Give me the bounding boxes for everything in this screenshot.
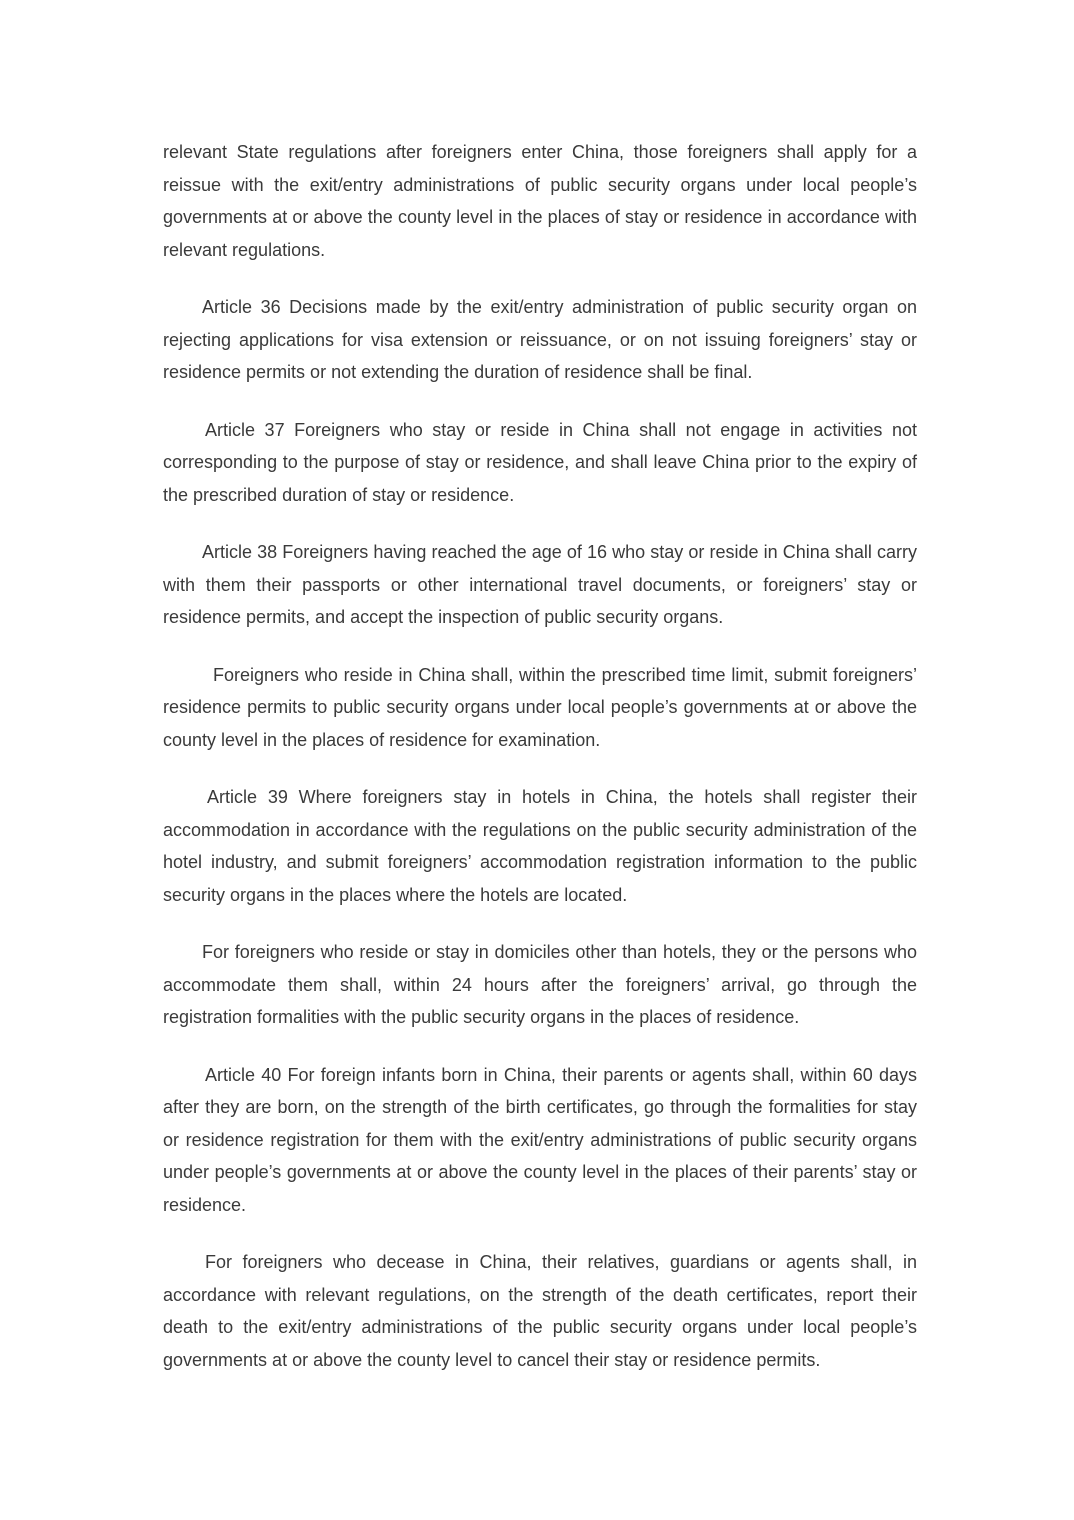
paragraph-domiciles: For foreigners who reside or stay in domiciles other than hotels, they or the persons who accommodate them shall, within 24 hours after the foreigners’ arrival, go through the registration formalities with the public security organs in the places of residence. bbox=[163, 942, 917, 1027]
paragraph-residence-permits: Foreigners who reside in China shall, within the prescribed time limit, submit foreigners’ residence permits to public security organs under local people’s governments at or above the county level in the places of residence for examination. bbox=[163, 664, 917, 750]
paragraph-article-37: Article 37 Foreigners who stay or reside in China shall not engage in activities not corresponding to the purpose of stay or residence, and shall leave China prior to the expiry of the prescribed duration of stay or residence. bbox=[163, 419, 917, 505]
paragraph-continuation: relevant State regulations after foreigners enter China, those foreigners shall apply for a reissue with the exit/entry administrations of public security organs under local people’s governments at or above the county level in the places of stay or residence in accordance with relevant regulations. bbox=[163, 142, 917, 260]
document-page bbox=[163, 136, 917, 1401]
paragraph-deceased: For foreigners who decease in China, their relatives, guardians or agents shall, in accordance with relevant regulations, on the strength of the death certificates, report their death to the exit/entry administrations of the public security organs under local people’s governments at or above the county level to cancel their stay or residence permits. bbox=[163, 1252, 917, 1370]
paragraph-article-40: Article 40 For foreign infants born in China, their parents or agents shall, within 60 days after they are born, on the strength of the birth certificates, go through the formalities for stay or residence registration for them with the exit/entry administrations of public security organs under people’s governments at or above the county level in the places of their parents’ stay or residence. bbox=[163, 1064, 917, 1215]
paragraph-article-36: Article 36 Decisions made by the exit/entry administration of public security organ on rejecting applications for visa extension or reissuance, or on not issuing foreigners’ stay or residence permits or not extending the duration of residence shall be final. bbox=[163, 297, 917, 382]
paragraph-article-38: Article 38 Foreigners having reached the age of 16 who stay or reside in China shall carry with them their passports or other international travel documents, or foreigners’ stay or residence permits, and accept the inspection of public security organs. bbox=[163, 542, 917, 627]
paragraph-article-39: Article 39 Where foreigners stay in hotels in China, the hotels shall register their accommodation in accordance with the regulations on the public security administration of the hotel industry, and submit foreigners’ accommodation registration information to the public security organs in the places where the hotels are located. bbox=[163, 787, 917, 905]
